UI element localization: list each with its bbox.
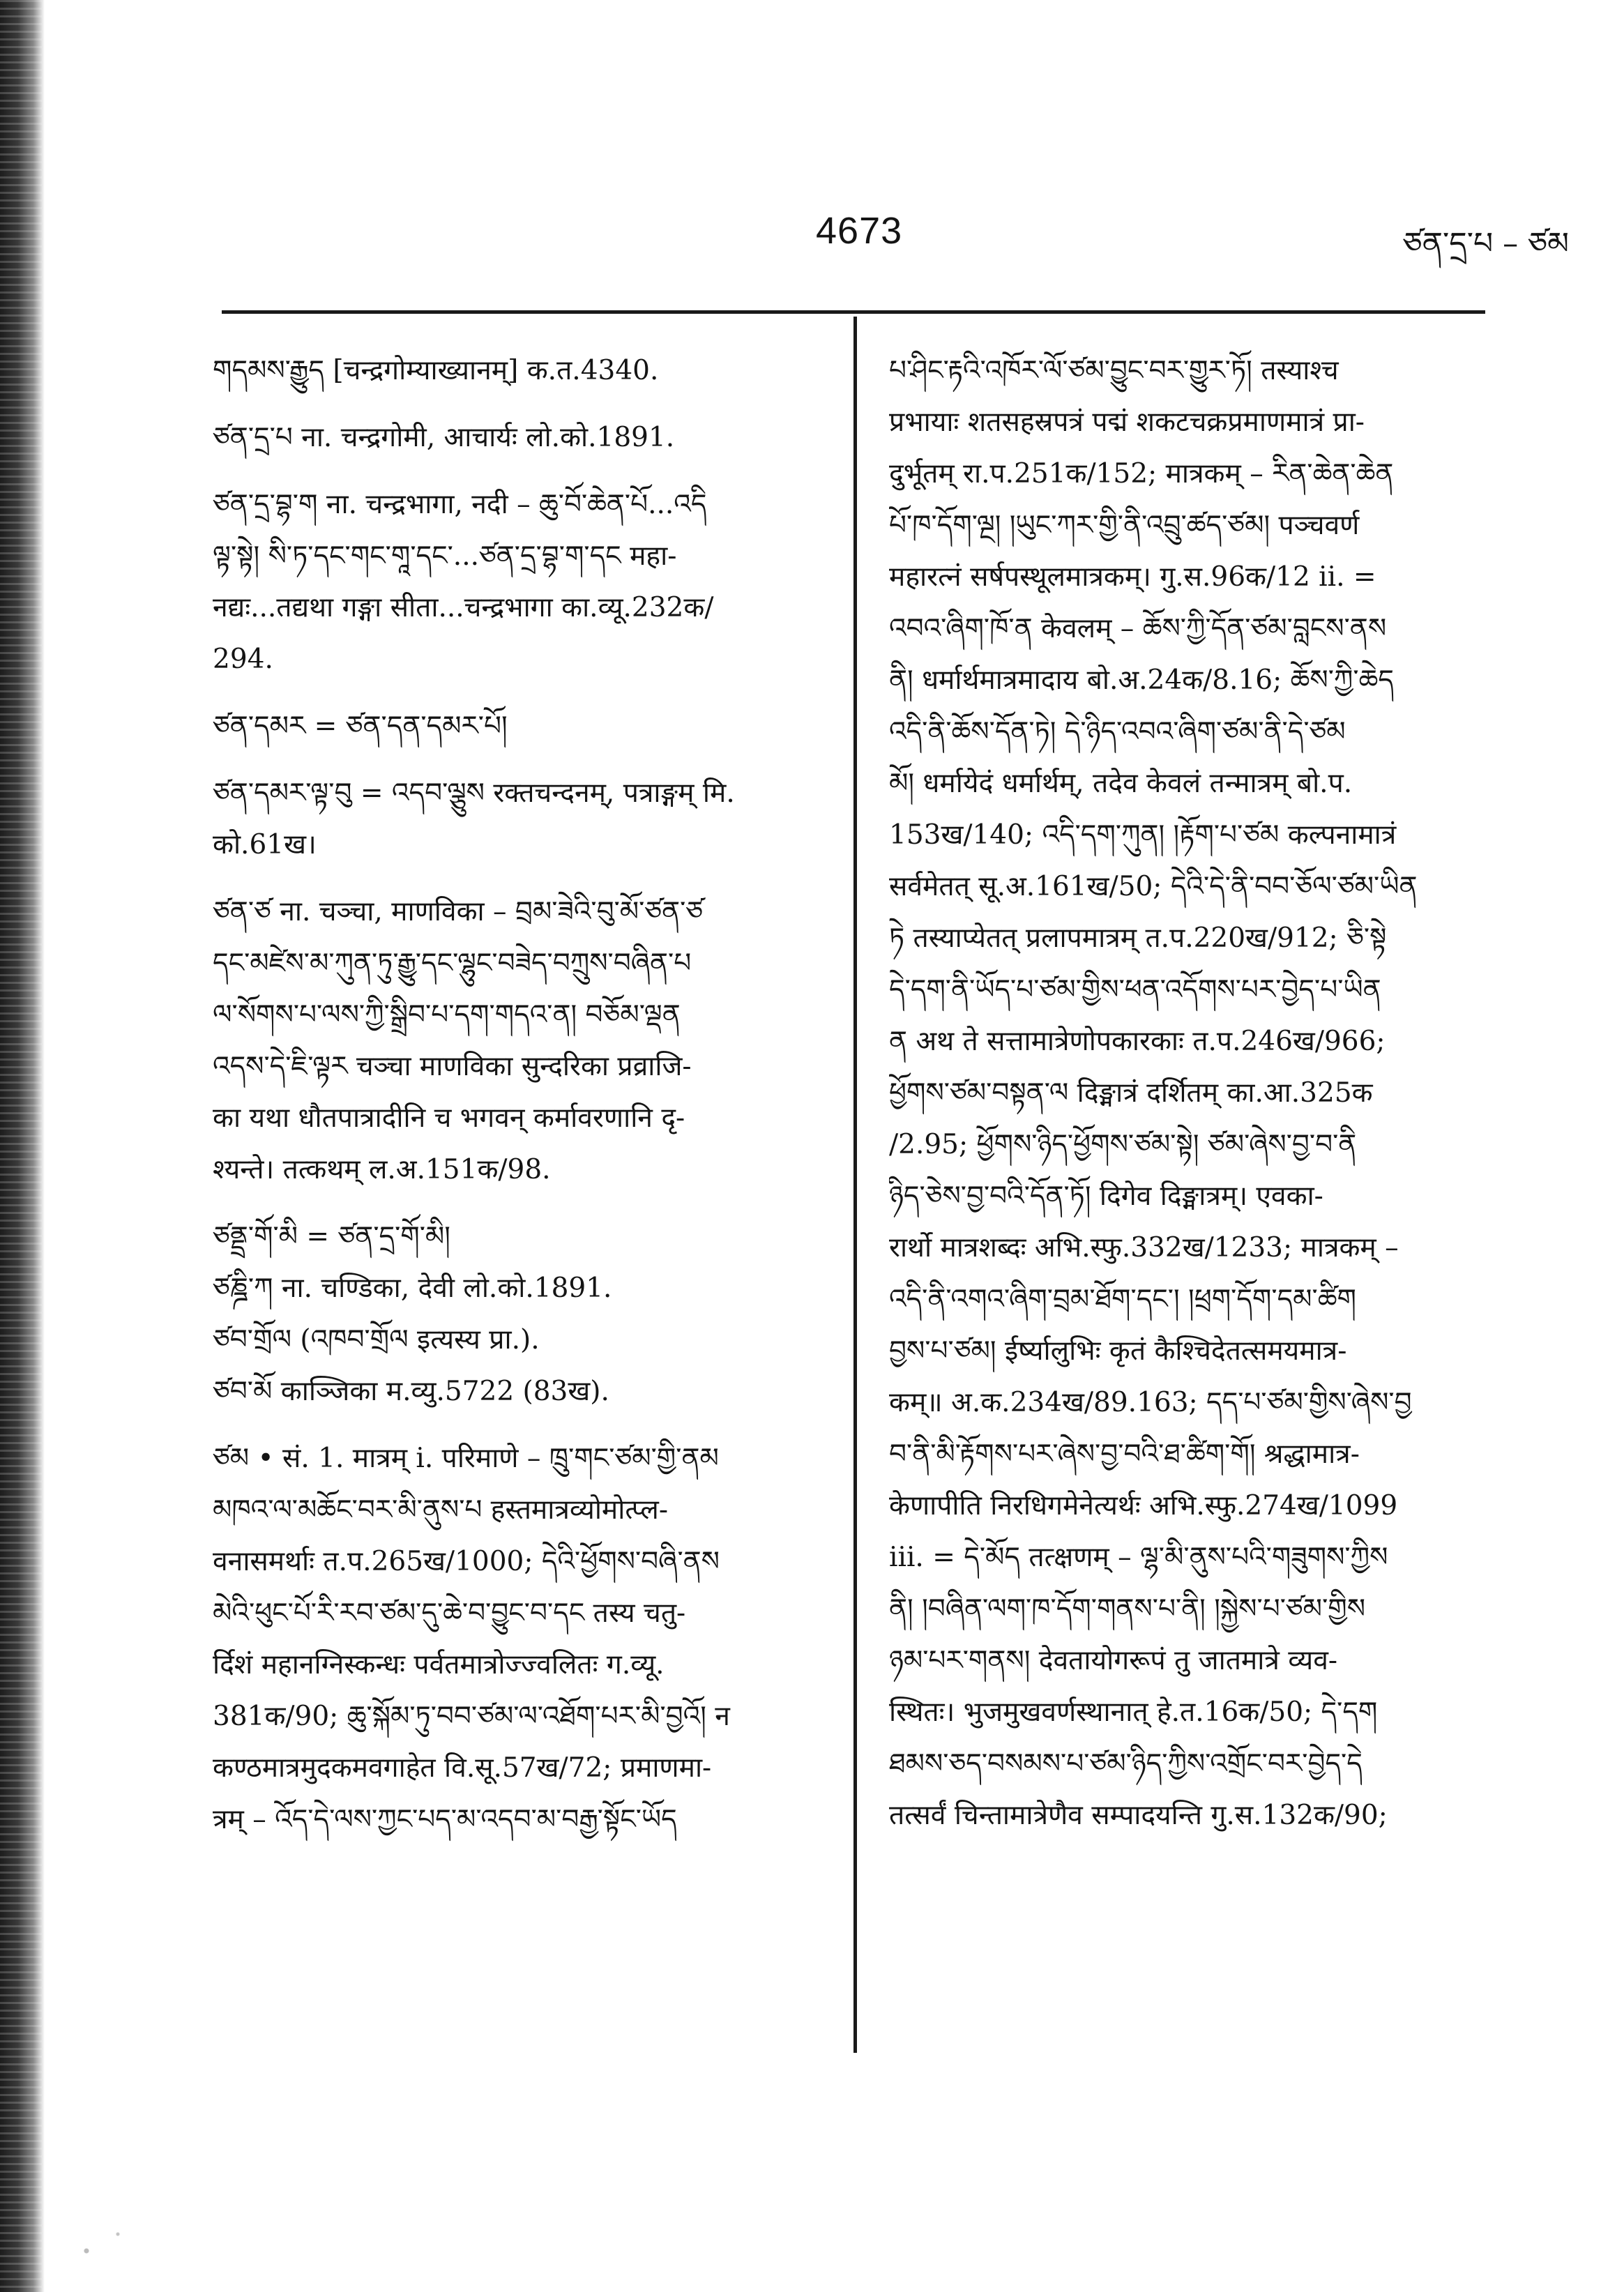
dictionary-line: रार्थो मात्रशब्दः अभि.स्फु.332ख/1233; मात्रकम् – <box>889 1232 1399 1263</box>
dictionary-line: ཕྱོགས་ཙམ་བསྟན་ལ दिङ्मात्रं दर्शितम् का.आ.325क <box>889 1077 1373 1109</box>
dictionary-line: iii. = དེ་མོད तत्क्षणम् – ལྷ་མི་ནུས་པའི་གཟུགས་ཀྱིས <box>889 1542 1388 1573</box>
column-divider <box>853 317 857 2053</box>
dictionary-line: कण्ठमात्रमुदकमवगाहेत वि.सू.57ख/72; प्रमाणमा- <box>213 1752 712 1784</box>
header-rule <box>222 310 1485 314</box>
dictionary-line: /2.95; ཕྱོགས་ཉིད་ཕྱོགས་ཙམ་སྟེ། ཙམ་ཞེས་བྱ་བ་ནི <box>889 1129 1357 1160</box>
dictionary-line: འདི་ནི་འགའ་ཞིག་བྲམ་ཐོག་དང་། །ཕྲག་དོག་དམ་ཚིག <box>889 1284 1356 1315</box>
dictionary-line: འབའ་ཞིག་ཁོ་ན केवलम् – ཆོས་ཀྱི་དོན་ཙམ་བླངས་ནས <box>889 613 1387 644</box>
dictionary-line: का यथा धौतपात्रादीनि च भगवन् कर्मावरणानि दृ- <box>213 1102 685 1134</box>
dictionary-line: མོ། धर्मायेदं धर्मार्थम्, तदेव केवलं तन्मात्रम् बो.प. <box>889 768 1353 799</box>
right-column <box>889 345 1503 1842</box>
dictionary-line: ཙན་དྲ་བྷ་ག ना. चन्द्रभागा, नदी – ཆུ་བོ་ཆེན་པོ...འདི <box>213 489 707 520</box>
dictionary-line: कम्॥ अ.क.234ख/89.163; དད་པ་ཙམ་གྱིས་ཞེས་བྱ <box>889 1387 1412 1418</box>
running-head: ཙན་དྲ་པ – ཙམ <box>1402 226 1569 261</box>
dictionary-line: दुर्भूतम् रा.प.251क/152; मात्रकम् – རིན་ཆེན་ཆེན <box>889 458 1394 489</box>
page-number: 4673 <box>816 210 903 252</box>
dictionary-line: र्दिशं महानग्निस्कन्धः पर्वतमात्रोज्ज्वलितः ग.व्यू. <box>213 1649 665 1680</box>
dictionary-line: ཉིད་ཅེས་བྱ་བའི་དོན་ཏོ། दिगेव दिङ्मात्रम्। एवका- <box>889 1181 1323 1212</box>
dictionary-line: གདམས་རྒྱུད [चन्द्रगोम्याख्यानम्] क.त.4340. <box>213 355 659 386</box>
dictionary-line: केणापीति निरधिगमेनेत्यर्थः अभि.स्फु.274ख/1099 <box>889 1490 1398 1521</box>
dictionary-line: त्रम् – འོད་དེ་ལས་ཀྱང་པད་མ་འདབ་མ་བརྒྱ་སྟོང་ཡོད <box>213 1804 677 1835</box>
dictionary-line: स्थितः। भुजमुखवर्णस्थानात् हे.त.16क/50; དེ་དག <box>889 1697 1378 1728</box>
dictionary-line: प्रभायाः शतसहस्रपत्रं पद्मं शकटचक्रप्रमाणमात्रं प्रा- <box>889 407 1365 438</box>
left-column <box>213 345 832 1846</box>
dictionary-line: དང་མཛེས་མ་ཀུན་ཏུ་རྒྱུ་དང་ལྷུང་བཟེད་བཀྲུས་བཞིན་པ <box>213 948 692 979</box>
dictionary-line: པ་ཤིང་རྟའི་འཁོར་ལོ་ཙམ་བྱུང་བར་གྱུར་ཏོ། तस्याश्च <box>889 355 1339 386</box>
dictionary-line: འདི་ནི་ཆོས་དོན་ཏེ། དེ་ཉིད་འབའ་ཞིག་ཙམ་ནི་དེ་ཙམ <box>889 716 1346 747</box>
entry-spacer <box>213 685 832 701</box>
entry-spacer <box>213 752 832 768</box>
dictionary-line: ཙན་ཙ ना. चञ्चा, माणविका – བྲམ་ཟེའི་བུ་མོ་ཙན་ཙ <box>213 896 704 927</box>
dictionary-line: नद्यः...तद्यथा गङ्गा सीता...चन्द्रभागा का.व्यू.232क/ <box>213 592 714 623</box>
dictionary-line: वनासमर्थाः त.प.265ख/1000; དེའི་ཕྱོགས་བཞི་ནས <box>213 1546 720 1577</box>
dictionary-line: ན अथ ते सत्तामात्रेणोपकारकाः त.प.246ख/966; <box>889 1026 1386 1057</box>
dictionary-line: ཏེ तस्याप्येतत् प्रलापमात्रम् त.प.220ख/912; ཅི་སྟེ <box>889 923 1387 954</box>
dictionary-line: ཙན་དམར = ཙན་དན་དམར་པོ། <box>213 711 508 742</box>
scan-speckle <box>45 2217 149 2273</box>
dictionary-line: तत्सर्वं चिन्तामात्रेणैव सम्पादयन्ति गु.स.132क/90; <box>889 1800 1388 1831</box>
dictionary-line: महारत्नं सर्षपस्थूलमात्रकम्। गु.स.96क/12 ii. = <box>889 561 1376 593</box>
dictionary-line: འདས་དེ་ཇི་ལྟར चञ्चा माणविका सुन्दरिका प्रव्राजि- <box>213 1051 692 1082</box>
dictionary-line: ཙཎྜི་ཀ ना. चण्डिका, देवी लो.को.1891. <box>213 1273 612 1304</box>
dictionary-line: सर्वमेतत् सू.अ.161ख/50; དེའི་དེ་ནི་བབ་ཅོལ་ཙམ་ཡིན <box>889 871 1418 902</box>
dictionary-line: ལྟ་སྟེ། སི་ཏ་དང་གང་གཱ་དང་...ཙན་དྲ་བྷ་ག་དང महा- <box>213 540 677 572</box>
dictionary-line: མཁའ་ལ་མཆོང་བར་མི་ནུས་པ हस्तमात्रव्योमोत्प्ल- <box>213 1494 669 1526</box>
dictionary-line: མེའི་ཕུང་པོ་རི་རབ་ཙམ་དུ་ཆེ་བ་བྱུང་བ་དང तस्य चतु- <box>213 1597 686 1629</box>
entry-spacer <box>213 397 832 412</box>
dictionary-line: དེ་དག་ནི་ཡོད་པ་ཙམ་གྱིས་ཕན་འདོགས་པར་བྱེད་པ་ཡིན <box>889 974 1381 1005</box>
dictionary-line: བྱས་པ་ཙམ། ईर्ष्यालुभिः कृतं कैश्चिदेतत्समयमात्र- <box>889 1335 1347 1367</box>
entry-spacer <box>213 871 832 886</box>
dictionary-line: ཙབ་གྲོལ (འཁབ་གྲོལ इत्यस्य प्रा.). <box>213 1324 540 1356</box>
dictionary-line: ཙབ་མོ काञ्जिका म.व्यु.5722 (83ख). <box>213 1376 609 1407</box>
dictionary-line: श्यन्ते। तत्कथम् ल.अ.151क/98. <box>213 1154 551 1185</box>
entry-spacer <box>213 464 832 479</box>
dictionary-line: 294. <box>213 644 273 675</box>
dictionary-line: ནི། །བཞིན་ལག་ཁ་དོག་གནས་པ་ནི། །སྐྱེས་པ་ཙམ་གྱིས <box>889 1593 1366 1625</box>
dictionary-line: ཙན་དྲ་པ ना. चन्द्रगोमी, आचार्यः लो.को.1891. <box>213 422 675 453</box>
dictionary-line: 153ख/140; འདི་དག་ཀུན། །རྟོག་པ་ཙམ कल्पनामात्रं <box>889 819 1397 851</box>
dictionary-line: ཙམ • सं. 1. मात्रम् i. परिमाणे – ཁྲུ་གང་ཙམ་གྱི་ནམ <box>213 1443 719 1474</box>
dictionary-line: को.61ख। <box>213 829 317 860</box>
dictionary-line: ནི། धर्मार्थमात्रमादाय बो.अ.24क/8.16; ཆོས་ཀྱི་ཆེད <box>889 665 1394 696</box>
dictionary-line: ལ་སོགས་པ་ལས་ཀྱི་སྒྲིབ་པ་དག་གདའ་ན། བཅོམ་ལྡན <box>213 999 681 1031</box>
dictionary-line: ཐམས་ཅད་བསམས་པ་ཙམ་ཉིད་ཀྱིས་འགྲོང་བར་བྱེད་དེ <box>889 1748 1363 1779</box>
entry-spacer <box>213 1418 832 1433</box>
dictionary-line: པོ་ཁ་དོག་ལྔ། །ཡུང་ཀར་གྱི་ནི་འབྲུ་ཚད་ཙམ། पञ्चवर्ण <box>889 510 1360 541</box>
entry-spacer <box>213 1196 832 1211</box>
dictionary-line: 381क/90; ཆུ་སྐོམ་ཏུ་བབ་ཙམ་ལ་འཐོག་པར་མི་བྱའོ། न <box>213 1701 730 1732</box>
scanned-binding-edge <box>0 0 45 2292</box>
dictionary-line: ཉམ་པར་གནས། देवतायोगरूपं तु जातमात्रे व्यव- <box>889 1645 1338 1676</box>
dictionary-line: ཙནྡྲ་གོ་མི = ཙན་དྲ་གོ་མི། <box>213 1221 450 1252</box>
dictionary-line: བ་ནི་མི་རྟོགས་པར་ཞེས་བྱ་བའི་ཐ་ཚིག་གོ། श्रद्धामात्र- <box>889 1439 1360 1470</box>
dictionary-line: ཙན་དམར་ལྟ་བུ = འདབ་ལྕུས रक्तचन्दनम्, पत्राङ्गम् मि. <box>213 777 735 809</box>
